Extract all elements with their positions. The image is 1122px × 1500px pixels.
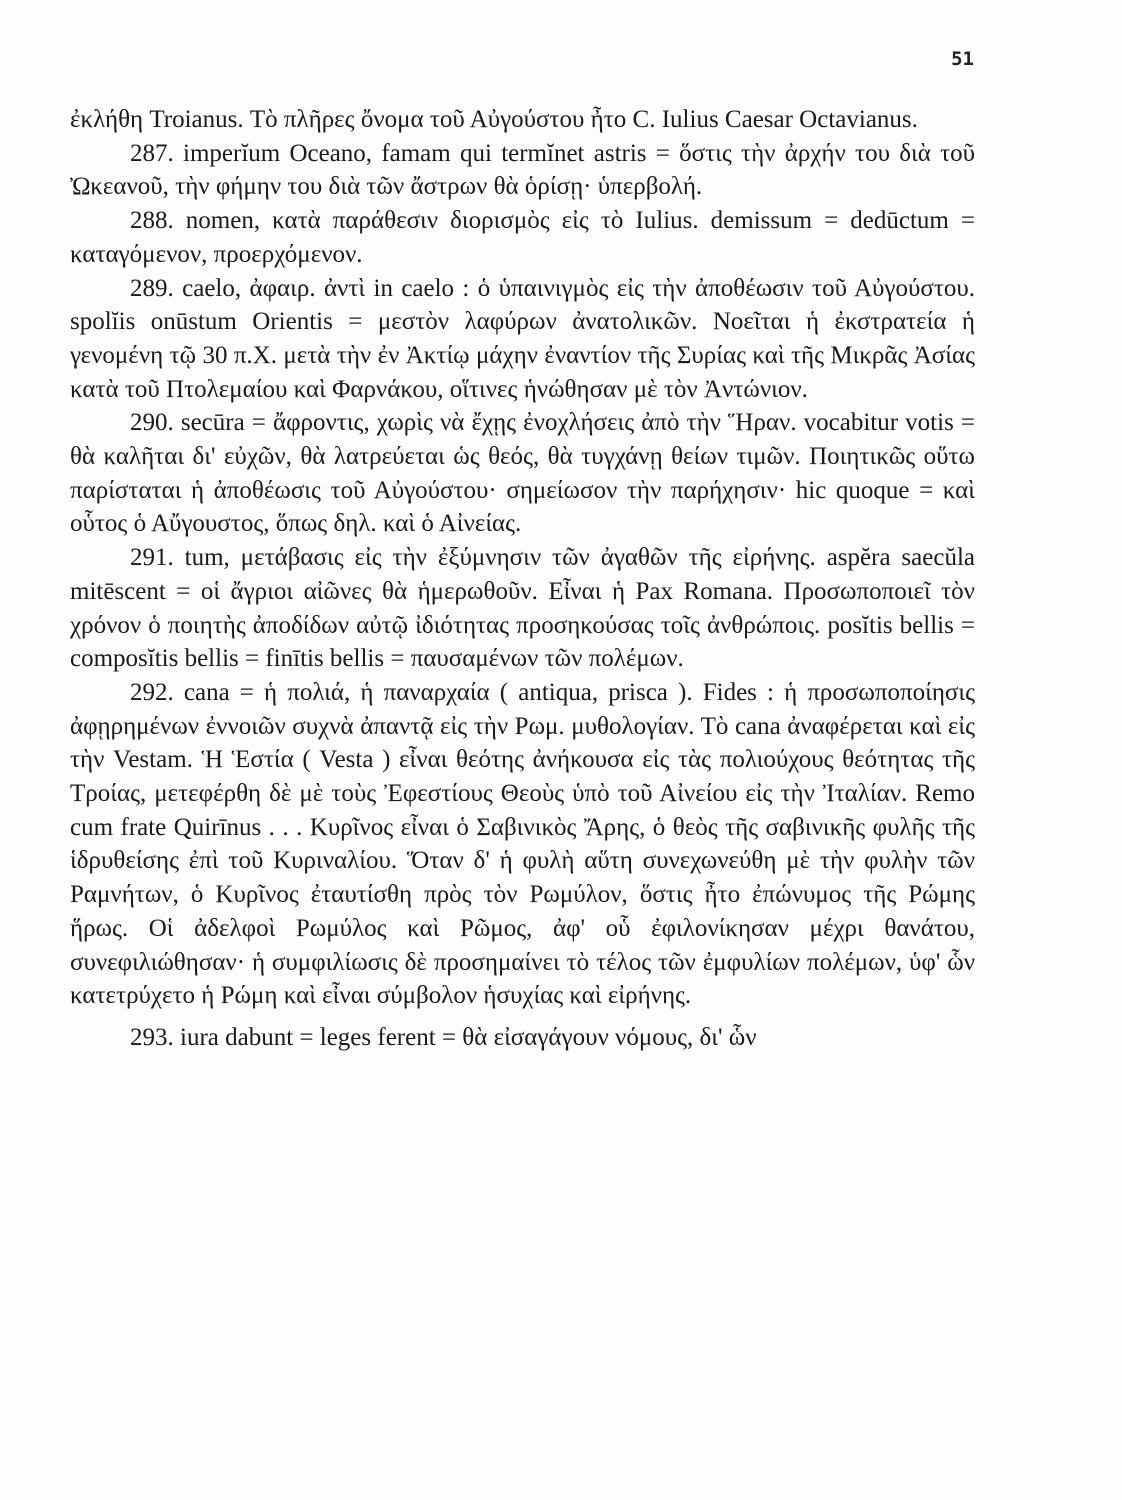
note-290: 290. secūra = ἄφροντις, χωρὶς νὰ ἔχῃς ἐνοχλήσεις ἀπὸ τὴν Ἥραν. vocabitur votis = θὰ καλῆται δι' εὐχῶν, θὰ λατρεύεται ὡς θεός, θὰ τυγχάνῃ θείων τιμῶν. Ποιητικῶς οὕτω παρίσταται ἡ ἀποθέωσις τοῦ Αὐγούστου· σημείωσον τὴν παρήχησιν· hic quoque = καὶ οὗτος ὁ Αὔγουστος, ὅπως δηλ. καὶ ὁ Αἰνείας. [70, 409, 975, 538]
paragraph-continuation: ἐκλήθη Troianus. Τὸ πλῆρες ὄνομα τοῦ Αὐγούστου ἦτο C. Iulius Caesar Octavianus. [70, 106, 918, 133]
note-291: 291. tum, μετάβασις εἰς τὴν ἐξύμνησιν τῶν ἀγαθῶν τῆς εἰρήνης. aspĕra saecŭla mitēscent = οἱ ἄγριοι αἰῶνες θὰ ἡμερωθοῦν. Εἶναι ἡ Pax Romana. Προσωποποιεῖ τὸν χρόνον ὁ ποιητὴς ἀποδίδων αὐτῷ ἰδιότητας προσηκούσας τοῖς ἀνθρώποις. posĭtis bellis = composĭtis bellis = finītis bellis = παυσαμένων τῶν πολέμων. [70, 544, 975, 673]
note-288: 288. nomen, κατὰ παράθεσιν διορισμὸς εἰς τὸ Iulius. demissum = dedūctum = καταγόμενον, προερχόμενον. [70, 207, 975, 268]
page-number: 51 [951, 48, 974, 70]
note-287: 287. imperĭum Oceano, famam qui termĭnet astris = ὅστις τὴν ἀρχήν του διὰ τοῦ Ὠκεανοῦ, τὴν φήμην του διὰ τῶν ἄστρων θὰ ὁρίσῃ· ὑπερβολή. [70, 139, 975, 201]
note-292: 292. cana = ἡ πολιά, ἡ παναρχαία ( antiqua, prisca ). Fides : ἡ προσωποποίησις ἀφῃρημένων ἐννοιῶν συχνὰ ἀπαντᾷ εἰς τὴν Ρωμ. μυθολογίαν. Τὸ cana ἀναφέρεται καὶ εἰς τὴν Vestam. Ἡ Ἑστία ( Vesta ) εἶναι θεότης ἀνήκουσα εἰς τὰς πολιούχους θεότητας τῆς Τροίας, μετεφέρθη δὲ μὲ τοὺς Ἐφεστίους Θεοὺς ὑπὸ τοῦ Αἰνείου εἰς τὴν Ἰταλίαν. Remo cum frate Quirīnus . . . Κυρῖνος εἶναι ὁ Σαβινικὸς Ἄρης, ὁ θεὸς τῆς σαβινικῆς φυλῆς τῆς ἱδρυθείσης ἐπὶ τοῦ Κυριναλίου. Ὅταν δ' ἡ φυλὴ αὕτη συνεχωνεύθη μὲ τὴν φυλὴν τῶν Ραμνήτων, ὁ Κυρῖνος ἐταυτίσθη πρὸς τὸν Ρωμύλον, ὅστις ἦτο ἐπώνυμος τῆς Ρώμης ἥρως. Οἱ ἀδελφοὶ Ρωμύλος καὶ Ρῶμος, ἀφ' οὗ ἐφιλονίκησαν μέχρι θανάτου, συνεφιλιώθησαν· ἡ συμφιλίωσις δὲ προσημαίνει τὸ τέλος τῶν ἐμφυλίων πολέμων, ὑφ' ὧν κατετρύχετο ἡ Ρώμη καὶ εἶναι σύμβολον ἡσυχίας καὶ εἰρήνης. [70, 678, 975, 1010]
note-293: 293. iura dabunt = leges ferent = θὰ εἰσαγάγουν νόμους, δι' ὧν [130, 1023, 757, 1051]
note-289: 289. caelo, ἀφαιρ. ἀντὶ in caelo : ὁ ὑπαινιγμὸς εἰς τὴν ἀποθέωσιν τοῦ Αὐγούστου. spolĭis onūstum Orientis = μεστὸν λαφύρων ἀνατολικῶν. Νοεῖται ἡ ἐκστρατεία ἡ γενομένη τῷ 30 π.Χ. μετὰ τὴν ἐν Ἀκτίῳ μάχην ἐναντίον τῆς Συρίας καὶ τῆς Μικρᾶς Ἀσίας κατὰ τοῦ Πτολεμαίου καὶ Φαρνάκου, οἵτινες ἡνώθησαν μὲ τὸν Ἀντώνιον. [70, 274, 975, 403]
page-body [70, 103, 975, 1055]
